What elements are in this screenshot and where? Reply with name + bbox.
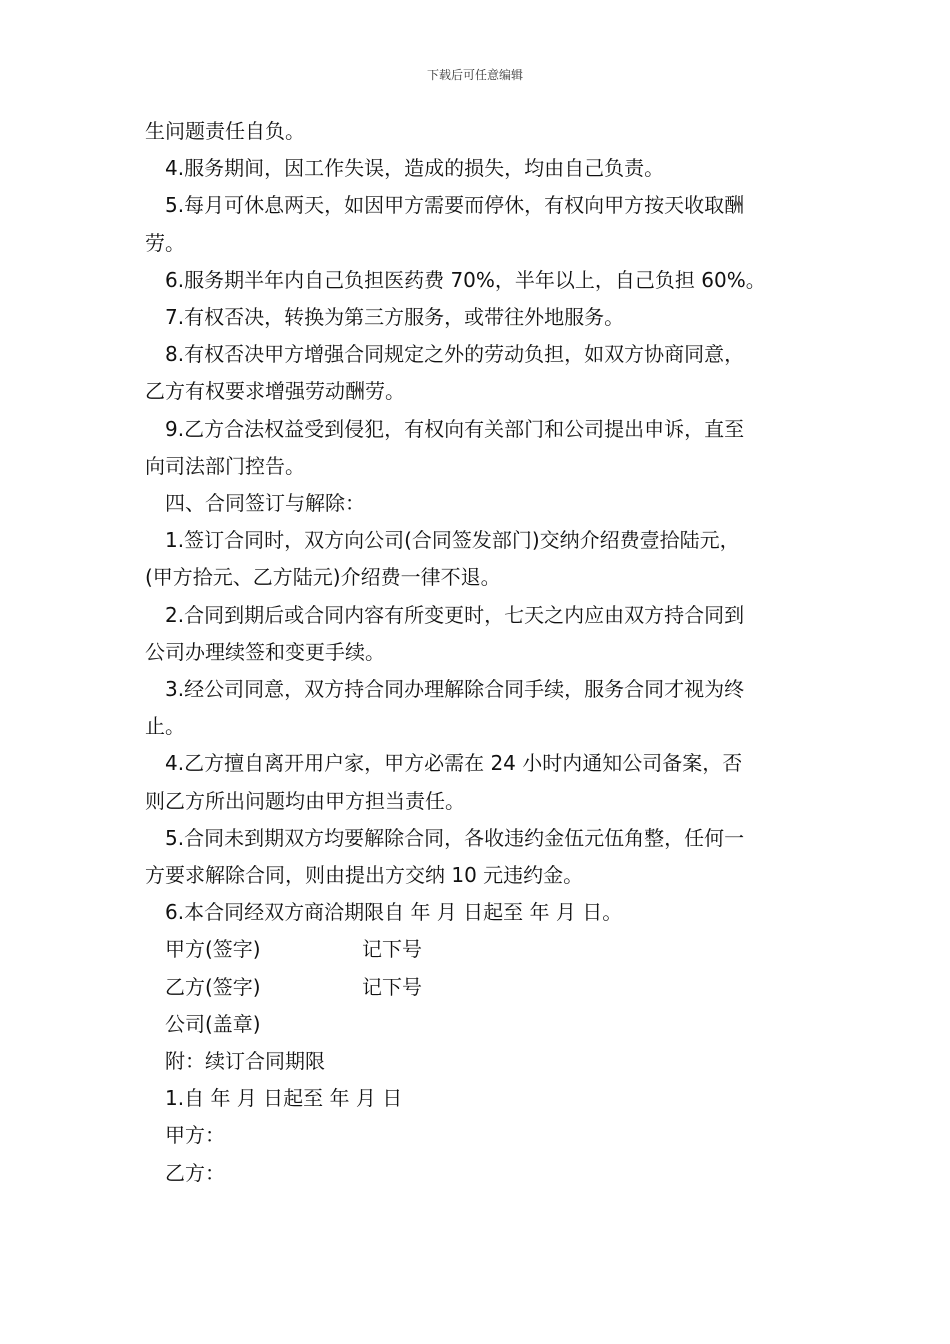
renewal-period-line: 1.自 年 月 日起至 年 月 日 <box>165 1086 403 1111</box>
paragraph-line: 6.服务期半年内自己负担医药费 70%，半年以上，自己负担 60%。 <box>165 267 766 292</box>
appendix-heading: 附：续订合同期限 <box>165 1049 325 1074</box>
party-b-line: 乙方： <box>165 1160 225 1185</box>
signature-row-party-a <box>145 931 810 968</box>
page-header: 下载后可任意编辑 <box>426 68 523 82</box>
section-heading: 四、合同签订与解除： <box>165 491 365 516</box>
document-body <box>145 113 810 1192</box>
paragraph-line: 7.有权否决，转换为第三方服务，或带往外地服务。 <box>165 305 625 330</box>
paragraph-line: 8.有权否决甲方增强合同规定之外的劳动负担，如双方协商同意， <box>165 342 745 367</box>
signature-label: 乙方(签字) <box>165 974 261 999</box>
paragraph-line: 4.服务期间，因工作失误，造成的损失，均由自己负责。 <box>165 156 665 181</box>
paragraph-line: 2.合同到期后或合同内容有所变更时，七天之内应由双方持合同到 <box>165 602 745 627</box>
paragraph-line: 9.乙方合法权益受到侵犯，有权向有关部门和公司提出申诉，直至 <box>165 416 745 441</box>
party-a-line: 甲方： <box>165 1123 225 1148</box>
record-number-label: 记下号 <box>362 974 422 999</box>
paragraph-line: 6.本合同经双方商洽期限自 年 月 日起至 年 月 日。 <box>165 900 623 925</box>
paragraph-line: 向司法部门控告。 <box>145 453 305 478</box>
paragraph-line: 生问题责任自负。 <box>145 119 305 143</box>
paragraph-line: 劳。 <box>145 230 185 255</box>
record-number-label: 记下号 <box>362 937 422 962</box>
paragraph-line: 3.经公司同意，双方持合同办理解除合同手续，服务合同才视为终 <box>165 677 745 702</box>
paragraph-line: 乙方有权要求增强劳动酬劳。 <box>145 379 405 404</box>
signature-label: 甲方(签字) <box>165 937 261 962</box>
paragraph-line: 止。 <box>145 714 185 739</box>
paragraph-line: (甲方拾元、乙方陆元)介绍费一律不退。 <box>145 565 501 590</box>
paragraph-line: 方要求解除合同，则由提出方交纳 10 元违约金。 <box>145 863 584 888</box>
paragraph-line: 1.签订合同时，双方向公司(合同签发部门)交纳介绍费壹拾陆元， <box>165 528 740 553</box>
company-seal-line: 公司(盖章) <box>165 1011 261 1036</box>
signature-row-party-b <box>145 969 810 1006</box>
paragraph-line: 公司办理续签和变更手续。 <box>145 639 385 664</box>
paragraph-line: 4.乙方擅自离开用户家，甲方必需在 24 小时内通知公司备案，否 <box>165 751 743 776</box>
paragraph-line: 则乙方所出问题均由甲方担当责任。 <box>145 788 465 813</box>
paragraph-line: 5.每月可休息两天，如因甲方需要而停休，有权向甲方按天收取酬 <box>165 193 745 218</box>
paragraph-line: 5.合同未到期双方均要解除合同，各收违约金伍元伍角整，任何一 <box>165 825 745 850</box>
